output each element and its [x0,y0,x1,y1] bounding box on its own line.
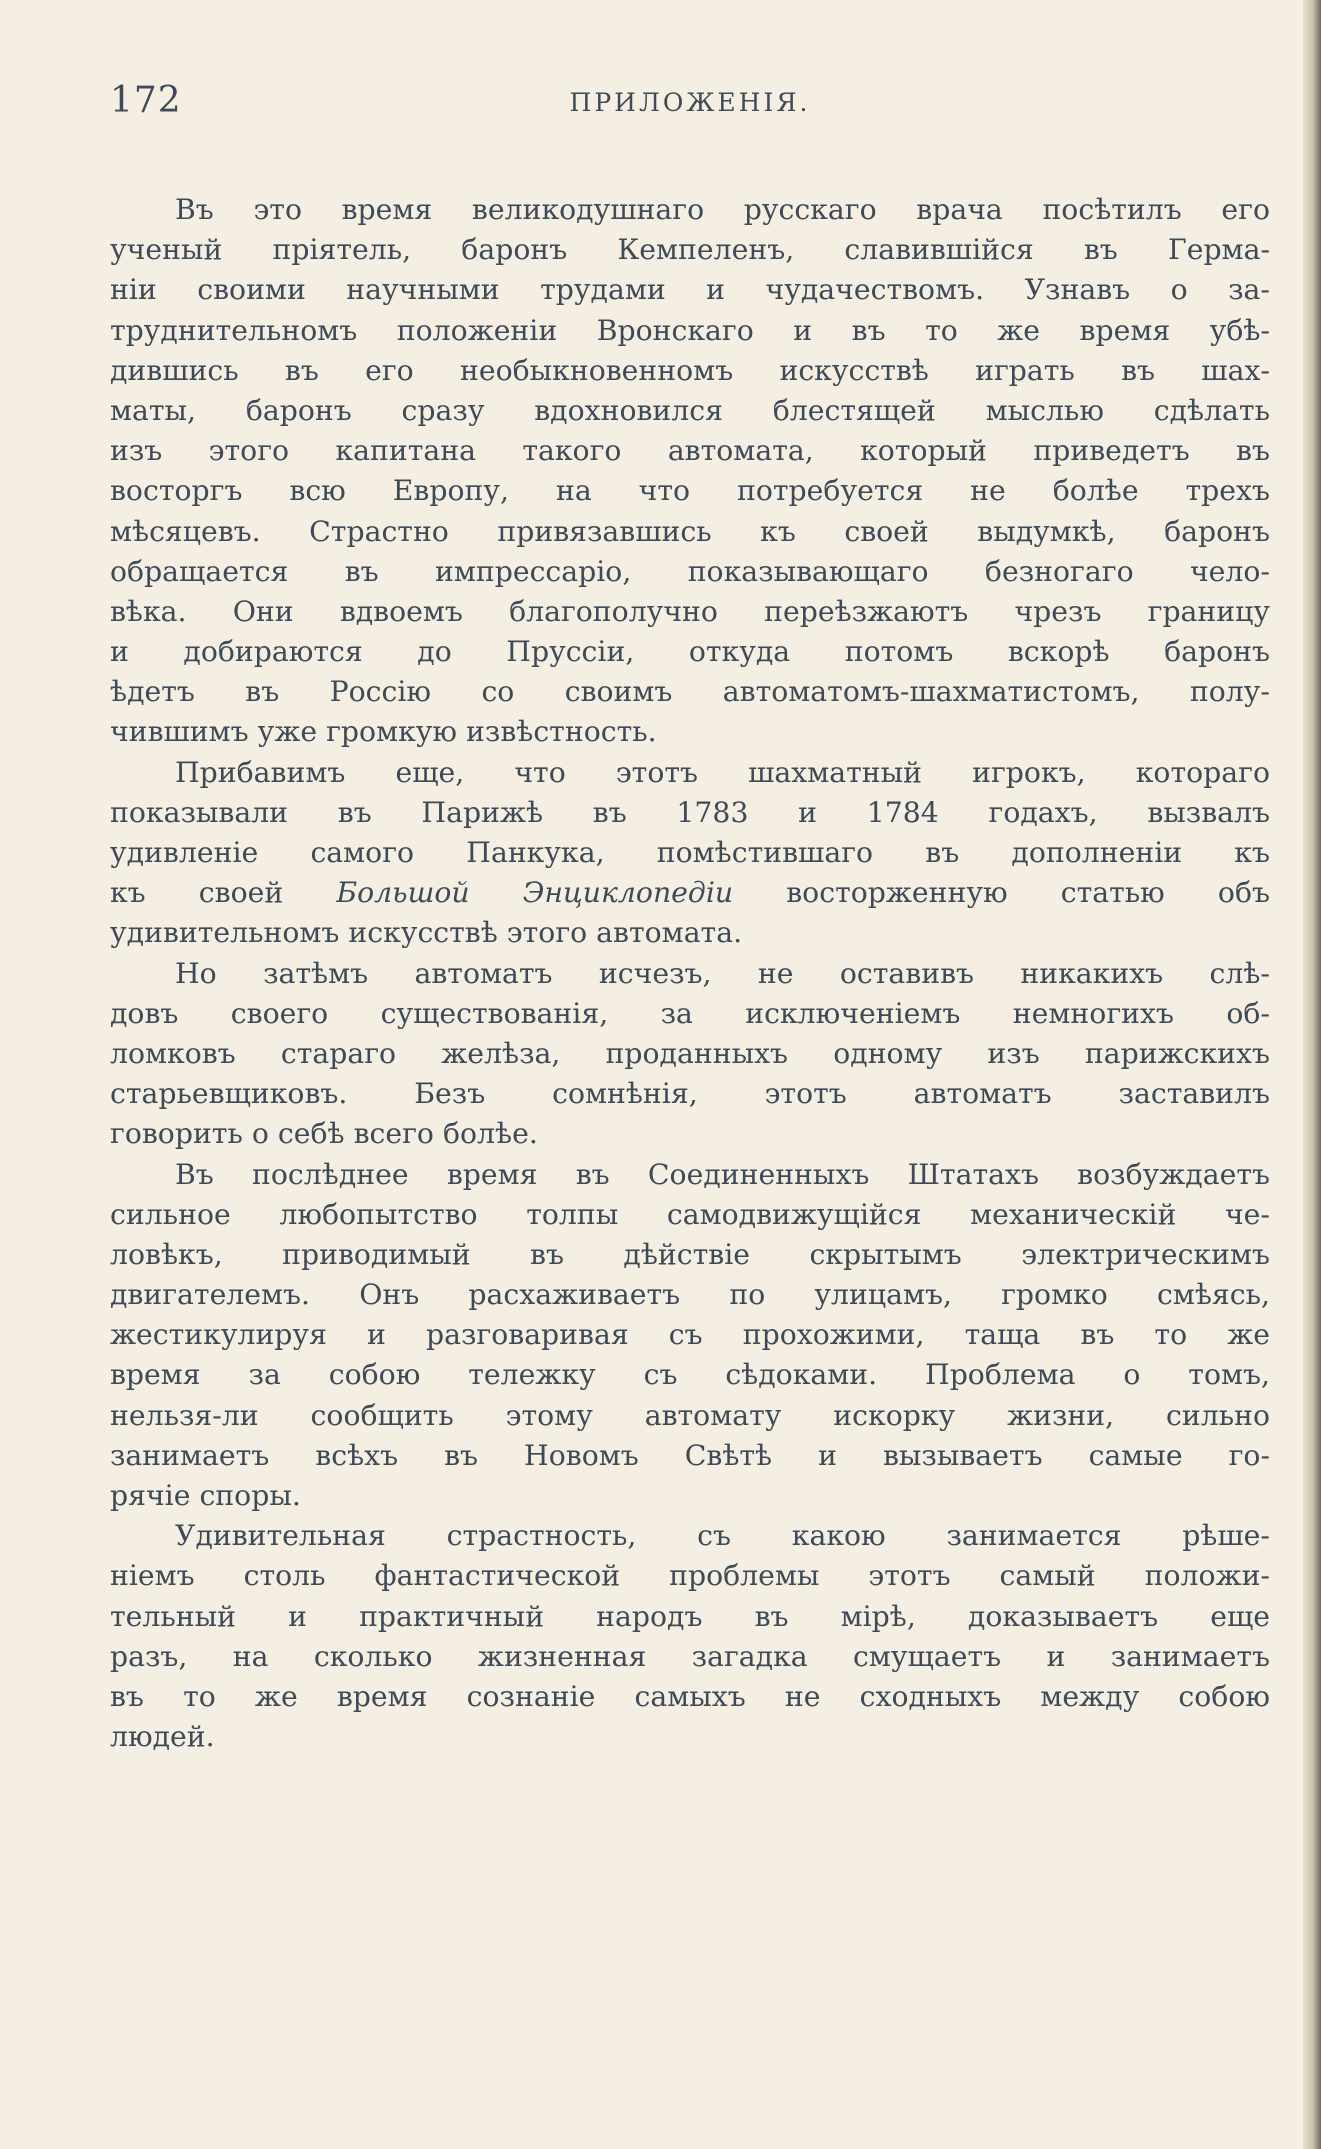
body-text [110,190,1270,1757]
text-line: сильное любопытство толпы самодвижущійся механическій че- [110,1197,1270,1231]
paragraph-3 [110,954,1270,1155]
text-line: разъ, на сколько жизненная загадка смущаетъ и занимаетъ [110,1639,1270,1673]
text-line: старьевщиковъ. Безъ сомнѣнія, этотъ автоматъ заставилъ [110,1077,1270,1111]
text-line: ніемъ столь фантастической проблемы этотъ самый положи- [110,1559,1270,1593]
text-line: время за собою тележку съ сѣдоками. Проблема о томъ, [110,1358,1270,1392]
text-line: удивленіе самого Панкука, помѣстившаго въ дополненіи къ [110,836,1270,869]
text-line: жестикулируя и разговаривая съ прохожими, таща въ то же [110,1318,1270,1352]
page-number: 172 [110,80,182,121]
paragraph-4 [110,1155,1270,1517]
text-line: восторгъ всю Европу, на что потребуется не болѣе трехъ [110,474,1270,508]
text-line: изъ этого капитана такого автомата, который приведетъ въ [110,434,1270,468]
text-line: двигателемъ. Онъ расхаживаетъ по улицамъ, громко смѣясь, [110,1278,1270,1312]
text-line: ніи своими научными трудами и чудачествомъ. Узнавъ о за- [110,273,1270,307]
text-line: ловѣкъ, приводимый въ дѣйствіе скрытымъ электрическимъ [110,1237,1270,1271]
text-line: маты, баронъ сразу вдохновился блестящей мыслью сдѣлать [110,393,1270,427]
text-line: удивительномъ искусствѣ этого автомата. [110,916,743,950]
text-line: Въ послѣднее время въ Соединенныхъ Штатахъ возбуждаетъ [175,1157,1270,1191]
running-title: ПРИЛОЖЕНІЯ. [569,88,811,117]
paragraph-1 [110,190,1270,753]
text-line: дившись въ его необыкновенномъ искусствѣ играть въ шах- [110,353,1270,387]
paragraph-2 [110,753,1270,954]
text-line: говорить о себѣ всего болѣе. [110,1117,538,1151]
text-line: ломковъ стараго желѣза, проданныхъ одному изъ парижскихъ [110,1036,1270,1070]
paragraph-5 [110,1516,1270,1757]
text-line: ѣдетъ въ Россію со своимъ автоматомъ-шахматистомъ, полу- [110,675,1270,709]
italic-title: Большой Энциклопедіи [336,876,734,910]
text-line: нельзя-ли сообщить этому автомату искорку жизни, сильно [110,1398,1270,1432]
text-line: Но затѣмъ автоматъ исчезъ, не оставивъ никакихъ слѣ- [175,956,1270,990]
text-line: труднительномъ положеніи Вронскаго и въ то же время убѣ- [110,313,1270,347]
text-line: показывали въ Парижѣ въ 1783 и 1784 годахъ, вызвалъ [110,795,1270,829]
page-edge [1303,0,1321,2149]
text-line: мѣсяцевъ. Страстно привязавшись къ своей выдумкѣ, баронъ [110,514,1270,548]
text-line: чившимъ уже громкую извѣстность. [110,715,657,749]
page-header [110,80,1270,130]
text-line-part: къ своей [110,876,284,910]
text-line-with-italic [110,873,1270,913]
text-line: и добираются до Пруссіи, откуда потомъ вскорѣ баронъ [110,635,1270,669]
text-line: обращается въ импрессаріо, показывающаго безногаго чело- [110,554,1270,588]
text-line: Удивительная страстность, съ какою занимается рѣше- [175,1519,1270,1553]
text-line: вѣка. Они вдвоемъ благополучно переѣзжаютъ чрезъ границу [110,594,1270,628]
text-line: Прибавимъ еще, что этотъ шахматный игрокъ, котораго [175,755,1270,789]
text-line: тельный и практичный народъ въ мірѣ, доказываетъ еще [110,1599,1270,1633]
text-line-part: восторженную статью объ [786,876,1270,910]
text-line: въ то же время сознаніе самыхъ не сходныхъ между собою [110,1679,1270,1713]
text-line: довъ своего существованія, за исключеніемъ немногихъ об- [110,996,1270,1030]
text-line: занимаетъ всѣхъ въ Новомъ Свѣтѣ и вызываетъ самые го- [110,1438,1270,1472]
text-line: Въ это время великодушнаго русскаго врача посѣтилъ его [175,193,1270,226]
text-line: ученый пріятель, баронъ Кемпеленъ, славившійся въ Герма- [110,233,1270,267]
text-line: людей. [110,1720,215,1754]
text-line: рячіе споры. [110,1479,301,1512]
